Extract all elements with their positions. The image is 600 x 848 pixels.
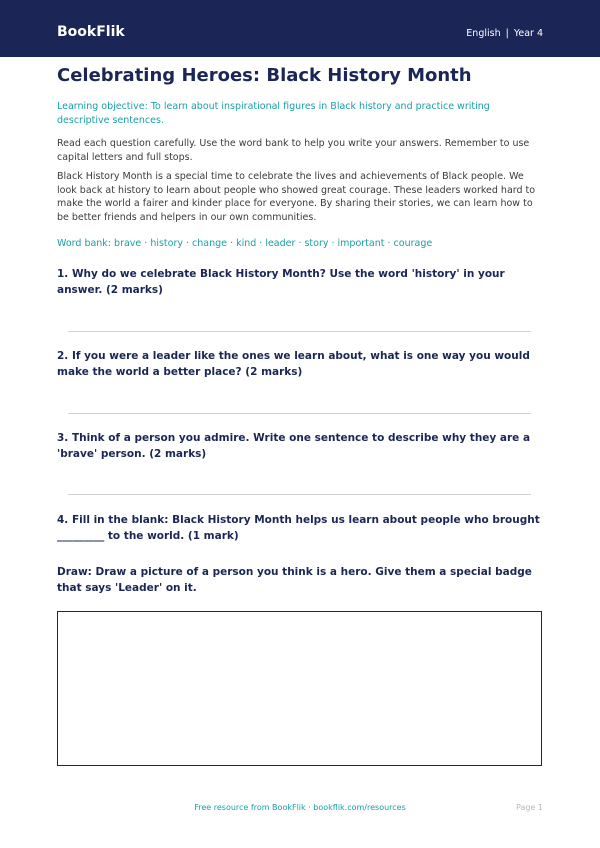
subject-label: English — [466, 28, 501, 39]
page-title: Celebrating Heroes: Black History Month — [57, 65, 472, 86]
question-3: 3. Think of a person you admire. Write one sentence to describe why they are a 'brave' person. (2 marks) — [57, 432, 531, 460]
instructions-text: Read each question carefully. Use the word bank to help you write your answers. Remember to use capital letters and full stops. — [57, 138, 530, 163]
learning-objective: Learning objective: To learn about inspirational figures in Black history and practice writing descriptive sentences. — [57, 101, 490, 126]
intro-paragraph: Black History Month is a special time to celebrate the lives and achievements of Black people. We look back at history to learn about people who showed great courage. These leaders worked hard to make the world a fairer and kinder place for everyone. By sharing their stories, we can learn how to be better friends and helpers in our own communities. — [57, 171, 536, 224]
question-1: 1. Why do we celebrate Black History Month? Use the word 'history' in your answer. (2 marks) — [57, 268, 505, 296]
question-2: 2. If you were a leader like the ones we learn about, what is one way you would make the world a better place? (2 marks) — [57, 350, 530, 378]
draw-task-prompt: Draw: Draw a picture of a person you think is a hero. Give them a special badge that says 'Leader' on it. — [57, 566, 532, 594]
answer-line-1[interactable] — [68, 331, 531, 332]
drawing-box[interactable] — [57, 611, 542, 766]
brand-logo[interactable]: BookFlik — [57, 24, 125, 40]
year-label: Year 4 — [513, 28, 543, 39]
question-4: 4. Fill in the blank: Black History Month helps us learn about people who brought _________ to the world. (1 mark) — [57, 514, 540, 542]
meta-separator: | — [505, 28, 509, 39]
header-meta — [466, 27, 543, 40]
header-bar — [0, 0, 600, 57]
word-bank: Word bank: brave · history · change · kind · leader · story · important · courage — [57, 238, 433, 249]
footer-text[interactable]: Free resource from BookFlik · bookflik.com/resources — [194, 803, 406, 812]
answer-line-3[interactable] — [68, 494, 531, 495]
page-number: Page 1 — [516, 803, 543, 812]
answer-line-2[interactable] — [68, 413, 531, 414]
